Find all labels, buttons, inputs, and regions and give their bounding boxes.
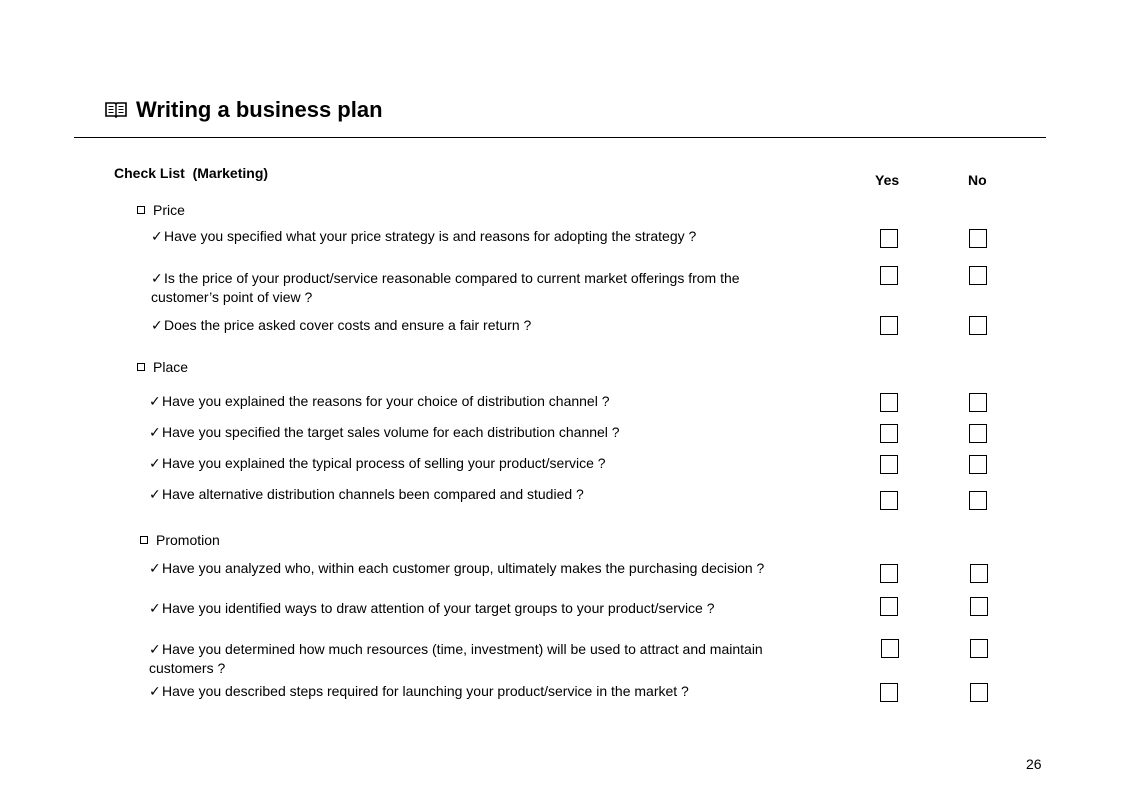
- yes-checkbox[interactable]: [880, 266, 898, 285]
- yes-checkbox[interactable]: [880, 316, 898, 335]
- yes-checkbox[interactable]: [881, 639, 899, 658]
- section-header-price: [137, 202, 185, 218]
- checklist-item: [149, 423, 769, 442]
- checkmark-icon: ✓: [149, 683, 161, 699]
- yes-checkbox[interactable]: [880, 229, 898, 248]
- item-text: Does the price asked cover costs and ensure a fair return ?: [164, 317, 532, 333]
- no-checkbox[interactable]: [970, 683, 988, 702]
- item-text: Have alternative distribution channels been compared and studied ?: [162, 486, 584, 502]
- section-label: Promotion: [156, 532, 220, 548]
- yes-checkbox[interactable]: [880, 424, 898, 443]
- checkmark-icon: ✓: [149, 424, 161, 440]
- checkmark-icon: ✓: [151, 228, 163, 244]
- item-text: Is the price of your product/service reasonable compared to current market offerings from the customer’s point of view ?: [151, 270, 740, 305]
- square-bullet-icon: [140, 536, 148, 544]
- checkmark-icon: ✓: [149, 393, 161, 409]
- item-text: Have you determined how much resources (time, investment) will be used to attract and maintain customers ?: [149, 641, 763, 676]
- no-checkbox[interactable]: [970, 639, 988, 658]
- section-label: Place: [153, 359, 189, 375]
- title-divider: [74, 137, 1046, 138]
- yes-checkbox[interactable]: [880, 491, 898, 510]
- no-column-header: No: [968, 172, 987, 188]
- checklist-item: [151, 269, 771, 307]
- yes-checkbox[interactable]: [880, 597, 898, 616]
- checklist-item: [149, 682, 849, 701]
- checklist-item: [151, 227, 771, 246]
- no-checkbox[interactable]: [969, 424, 987, 443]
- no-checkbox[interactable]: [970, 597, 988, 616]
- checkmark-icon: ✓: [149, 486, 161, 502]
- yes-checkbox[interactable]: [880, 683, 898, 702]
- item-text: Have you explained the typical process of selling your product/service ?: [162, 455, 606, 471]
- no-checkbox[interactable]: [969, 229, 987, 248]
- checklist-item: [149, 454, 769, 473]
- item-text: Have you analyzed who, within each customer group, ultimately makes the purchasing decision ?: [162, 560, 765, 576]
- checklist-item: [149, 599, 769, 618]
- no-checkbox[interactable]: [969, 393, 987, 412]
- checklist-subtitle: Check List (Marketing): [114, 165, 269, 181]
- yes-column-header: Yes: [875, 172, 900, 188]
- checkmark-icon: ✓: [149, 641, 161, 657]
- item-text: Have you specified what your price strategy is and reasons for adopting the strategy ?: [164, 228, 697, 244]
- checkmark-icon: ✓: [151, 270, 163, 286]
- checklist-item: [149, 640, 769, 678]
- no-checkbox[interactable]: [969, 491, 987, 510]
- checklist-item: [151, 316, 771, 335]
- checkmark-icon: ✓: [149, 560, 161, 576]
- no-checkbox[interactable]: [970, 564, 988, 583]
- page-title: Writing a business plan: [136, 97, 383, 122]
- checklist-item: [149, 392, 769, 411]
- item-text: Have you described steps required for launching your product/service in the market ?: [162, 683, 689, 699]
- checklist-item: [149, 485, 769, 504]
- square-bullet-icon: [137, 363, 145, 371]
- item-text: Have you explained the reasons for your choice of distribution channel ?: [162, 393, 610, 409]
- title-row: [104, 95, 383, 125]
- yes-checkbox[interactable]: [880, 393, 898, 412]
- section-header-place: [137, 359, 188, 375]
- open-book-icon: [104, 100, 128, 120]
- item-text: Have you specified the target sales volume for each distribution channel ?: [162, 424, 620, 440]
- section-label: Price: [153, 202, 185, 218]
- no-checkbox[interactable]: [969, 455, 987, 474]
- page-number: 26: [1026, 756, 1042, 772]
- item-text: Have you identified ways to draw attention of your target groups to your product/service ?: [162, 600, 715, 616]
- no-checkbox[interactable]: [969, 266, 987, 285]
- yes-checkbox[interactable]: [880, 564, 898, 583]
- checkmark-icon: ✓: [151, 317, 163, 333]
- section-header-promotion: [140, 532, 220, 548]
- checklist-item: [149, 559, 769, 578]
- no-checkbox[interactable]: [969, 316, 987, 335]
- yes-checkbox[interactable]: [880, 455, 898, 474]
- square-bullet-icon: [137, 206, 145, 214]
- checkmark-icon: ✓: [149, 600, 161, 616]
- checkmark-icon: ✓: [149, 455, 161, 471]
